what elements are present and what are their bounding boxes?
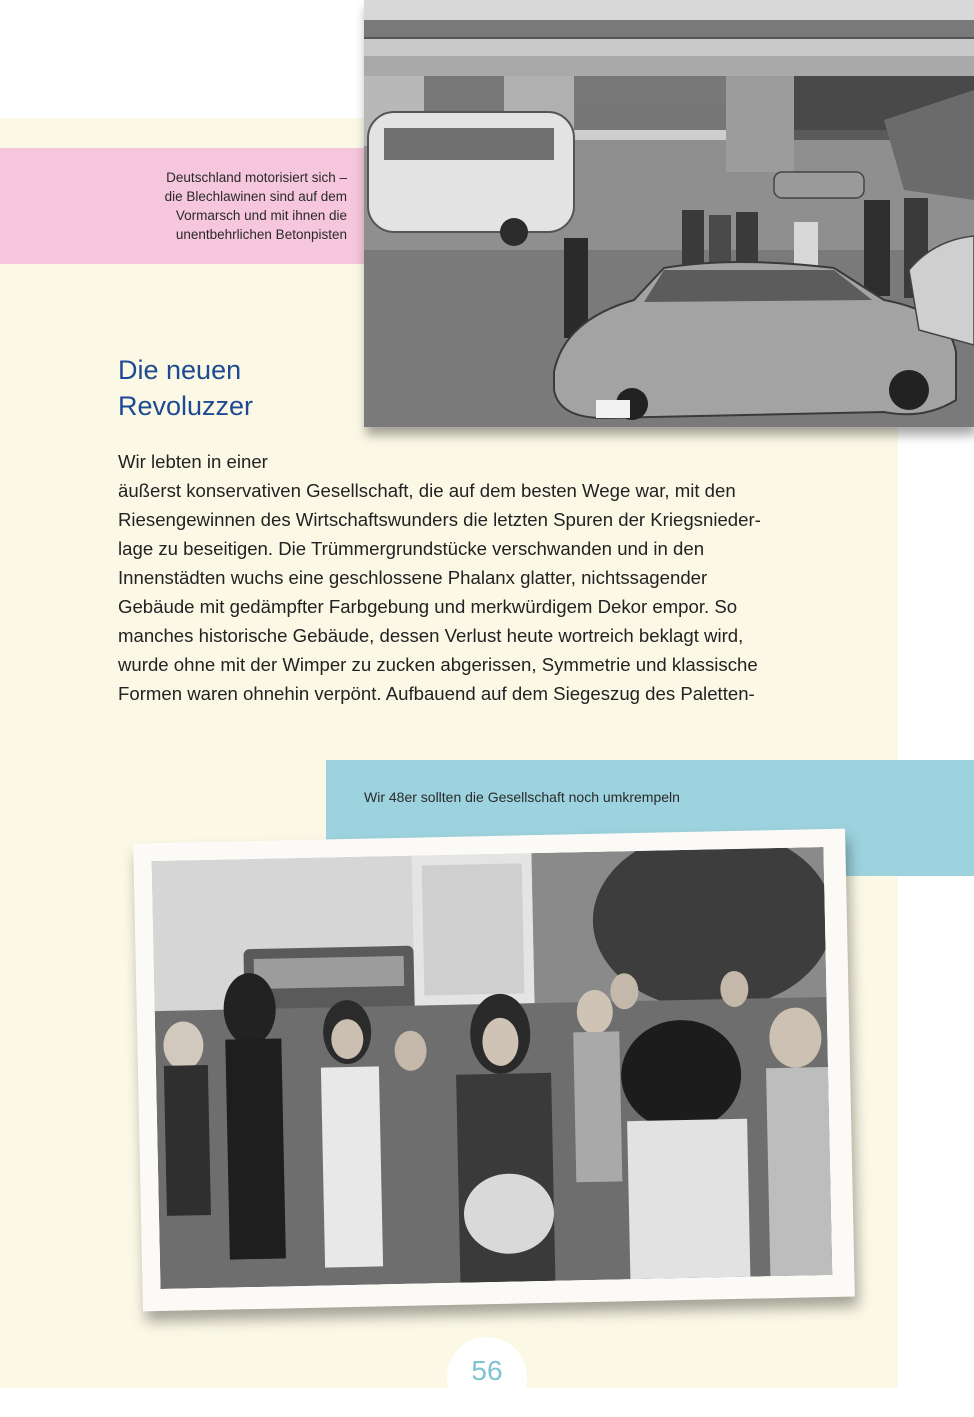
photo-crowd-illustration xyxy=(152,847,833,1289)
body-line: Riesengewinnen des Wirtschaftswunders die letzten Spuren der Kriegsnieder- xyxy=(118,509,761,530)
body-line: Gebäude mit gedämpfter Farbgebung und merkwürdigem Dekor empor. So xyxy=(118,596,738,617)
photo-caption-top: Deutschland motorisiert sich – die Blechlawinen sind auf dem Vormarsch und mit ihnen die unentbehrlichen Betonpisten xyxy=(164,170,347,242)
photo-highway-bridge-cars xyxy=(364,0,974,427)
body-line: wurde ohne mit der Wimper zu zucken abgerissen, Symmetrie und klassische xyxy=(118,654,758,675)
body-line: Wir lebten in einer xyxy=(118,451,268,472)
photo-frame-demonstration xyxy=(133,829,855,1312)
photo-caption-bottom: Wir 48er sollten die Gesellschaft noch umkrempeln xyxy=(364,789,680,805)
section-heading: Die neuen Revoluzzer xyxy=(118,355,254,421)
photo-highway-illustration xyxy=(364,0,974,427)
body-line: Formen waren ohnehin verpönt. Aufbauend auf dem Siegeszug des Paletten- xyxy=(118,683,755,704)
body-line: lage zu beseitigen. Die Trümmergrundstücke verschwanden und in den xyxy=(118,538,705,559)
page-number: 56 xyxy=(471,1355,503,1386)
body-paragraph xyxy=(118,447,878,708)
body-line: manches historische Gebäude, dessen Verlust heute wortreich beklagt wird, xyxy=(118,625,744,646)
body-line: Innenstädten wuchs eine geschlossene Phalanx glatter, nichtssagender xyxy=(118,567,708,588)
photo-demonstration-crowd xyxy=(152,847,833,1289)
body-line: äußerst konservativen Gesellschaft, die auf dem besten Wege war, mit den xyxy=(118,480,736,501)
